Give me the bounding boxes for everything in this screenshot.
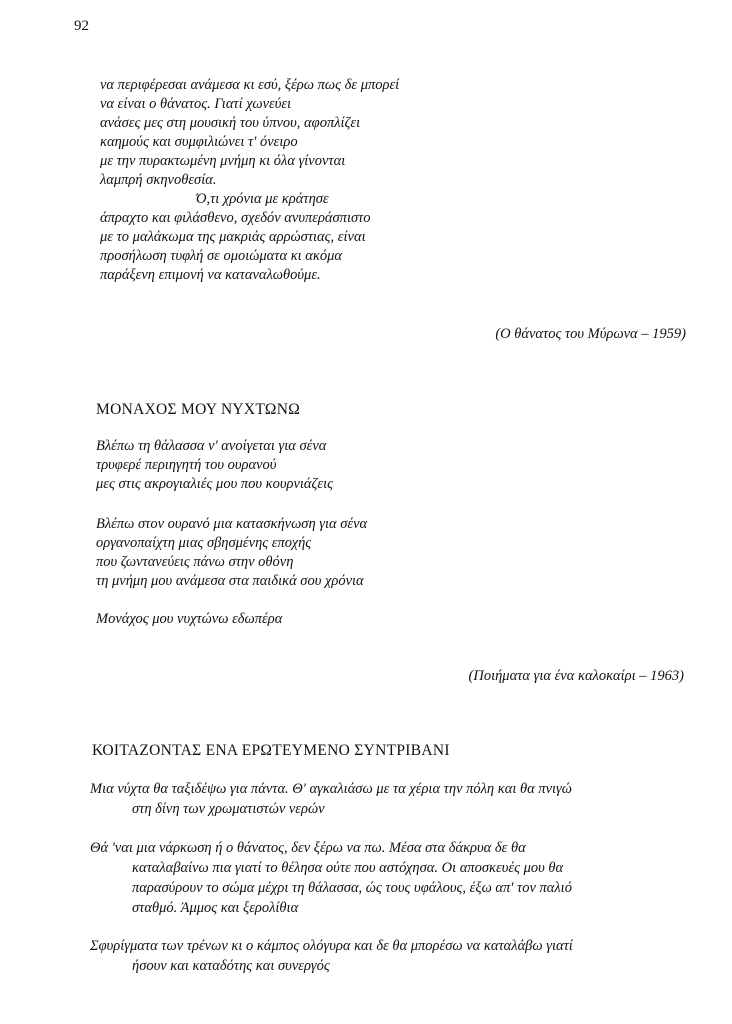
page-number: 92 xyxy=(74,18,89,34)
poem2-title: ΜΟΝΑΧΟΣ ΜΟΥ ΝΥΧΤΩΝΩ xyxy=(96,401,301,418)
poem-line: με την πυρακτωμένη μνήμη κι όλα γίνονται xyxy=(100,153,346,169)
poem-line: στη δίνη των χρωματιστών νερών xyxy=(132,801,325,817)
poem-line: ήσουν και καταδότης και συνεργός xyxy=(132,958,330,974)
poem3-title: ΚΟΙΤΑΖΟΝΤΑΣ ΕΝΑ ΕΡΩΤΕΥΜΕΝΟ ΣΥΝΤΡΙΒΑΝΙ xyxy=(92,742,450,759)
poem-line: Ό,τι χρόνια με κράτησε xyxy=(196,191,329,207)
poem2-stanza-1 xyxy=(96,437,333,494)
poem-line: τρυφερέ περιηγητή του ουρανού xyxy=(96,457,277,473)
poem-line: οργανοπαίχτη μιας σβησμένης εποχής xyxy=(96,535,312,551)
poem-line: παρασύρουν το σώμα μέχρι τη θάλασσα, ώς τους υφάλους, έξω απ' τον παλιό xyxy=(132,880,572,896)
poem3-paragraph-2 xyxy=(90,838,690,918)
poem-line: λαμπρή σκηνοθεσία. xyxy=(100,172,217,188)
poem1-attribution: (Ο θάνατος του Μύρωνα – 1959) xyxy=(495,326,686,342)
poem-line: Σφυρίγματα των τρένων κι ο κάμπος ολόγυρα και δε θα μπορέσω να καταλάβω γιατί xyxy=(90,938,573,954)
poem-line: να περιφέρεσαι ανάμεσα κι εσύ, ξέρω πως δε μπορεί xyxy=(100,77,400,93)
poem-line: ανάσες μες στη μουσική του ύπνου, αφοπλίζει xyxy=(100,115,361,131)
poem2-stanza-3 xyxy=(96,610,282,629)
poem-line: καταλαβαίνω πια γιατί το θέλησα ούτε που αστόχησα. Οι αποσκευές μου θα xyxy=(132,860,564,876)
poem1-stanza xyxy=(100,76,399,285)
poem-line: να είναι ο θάνατος. Γιατί χωνεύει xyxy=(100,96,292,112)
poem-line: τη μνήμη μου ανάμεσα στα παιδικά σου χρόνια xyxy=(96,573,364,589)
poem-line: με το μαλάκωμα της μακριάς αρρώστιας, είναι xyxy=(100,229,366,245)
poem-line: που ζωντανεύεις πάνω στην οθόνη xyxy=(96,554,294,570)
poem-line: Μια νύχτα θα ταξιδέψω για πάντα. Θ' αγκαλιάσω με τα χέρια την πόλη και θα πνιγώ xyxy=(90,781,572,797)
poem-line: Βλέπω τη θάλασσα ν' ανοίγεται για σένα xyxy=(96,438,327,454)
poem-line: μες στις ακρογιαλιές μου που κουρνιάζεις xyxy=(96,476,334,492)
poem-line: σταθμό. Άμμος και ξερολίθια xyxy=(132,900,299,916)
poem3-paragraph-1 xyxy=(90,779,690,819)
poem-line: άπραχτο και φιλάσθενο, σχεδόν ανυπεράσπιστο xyxy=(100,210,371,226)
poem3-paragraph-3 xyxy=(90,936,690,976)
poem-line: Βλέπω στον ουρανό μια κατασκήνωση για σένα xyxy=(96,516,368,532)
poem-line: Μονάχος μου νυχτώνω εδωπέρα xyxy=(96,611,283,627)
poem-line: καημούς και συμφιλιώνει τ' όνειρο xyxy=(100,134,298,150)
poem-line: παράξενη επιμονή να καταναλωθούμε. xyxy=(100,267,321,283)
poem2-stanza-2 xyxy=(96,515,367,591)
poem-line: Θά 'ναι μια νάρκωση ή ο θάνατος, δεν ξέρω να πω. Μέσα στα δάκρυα δε θα xyxy=(90,840,526,856)
poem-line: προσήλωση τυφλή σε ομοιώματα κι ακόμα xyxy=(100,248,343,264)
poem2-attribution: (Ποιήματα για ένα καλοκαίρι – 1963) xyxy=(468,668,684,684)
